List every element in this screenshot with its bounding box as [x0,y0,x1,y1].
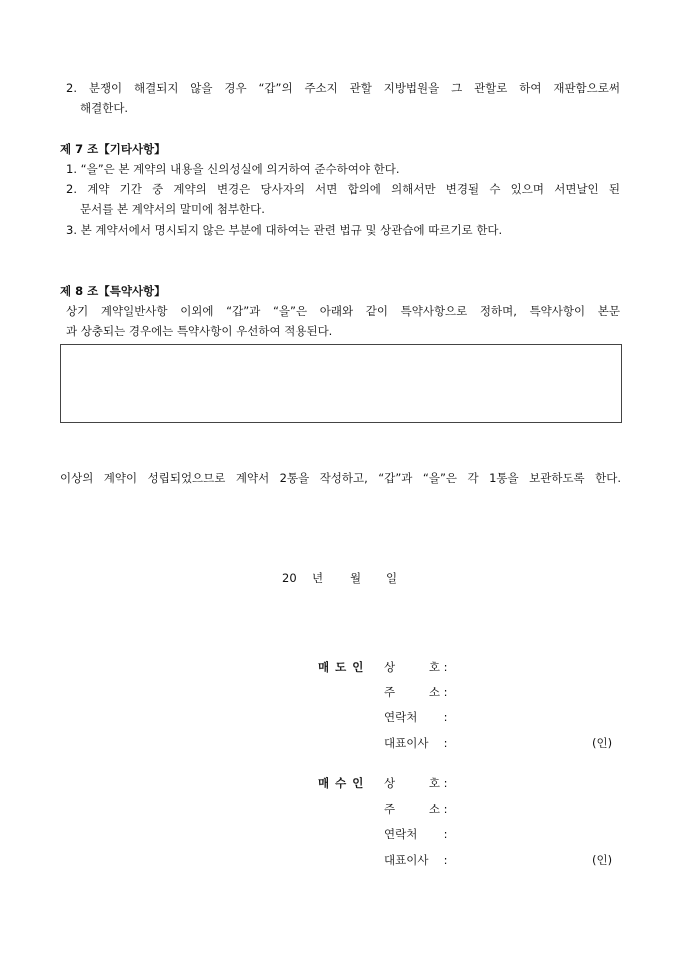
buyer-address-label: 주 소 [384,802,440,816]
special-terms-box[interactable] [60,344,622,423]
date-year: 20 [282,571,297,585]
article-7-item-3: 3. 본 계약서에서 명시되지 않은 부분에 대하여는 관련 법규 및 상관습에 따르기로 한다. [66,223,503,237]
article-6-item-2-line-1: 2. 분쟁이 해결되지 않을 경우 “갑”의 주소지 관할 지방법원을 그 관할로 하여 재판함으로써 [66,81,620,95]
closing-statement: 이상의 계약이 성립되었으므로 계약서 2통을 작성하고, “갑”과 “을”은 각 1통을 보관하도록 한다. [60,471,621,485]
buyer-company-label: 상 호 [384,776,440,790]
seller-seal: (인) [592,736,613,750]
seller-contact-label: 연락처 [384,710,418,724]
article-6-item-2-line-2: 해결한다. [80,101,129,115]
seller-ceo-label: 대표이사 [384,736,429,750]
article-7-heading: 제 7 조【기타사항】 [60,142,166,156]
buyer-ceo-label: 대표이사 [384,853,429,867]
date-year-unit: 년 [312,571,324,585]
article-7-item-1: 1. “을”은 본 계약의 내용을 신의성실에 의거하여 준수하여야 한다. [66,162,400,176]
article-8-heading: 제 8 조【특약사항】 [60,284,166,298]
seller-address-label: 주 소 [384,685,440,699]
article-7-item-2-line-1: 2. 계약 기간 중 계약의 변경은 당사자의 서면 합의에 의해서만 변경될 수 있으며 서면날인 된 [66,182,620,196]
buyer-seal: (인) [592,853,613,867]
buyer-role: 매수인 [318,776,370,790]
article-8-body-line-2: 과 상충되는 경우에는 특약사항이 우선하여 적용된다. [66,324,333,338]
article-8-body-line-1: 상기 계약일반사항 이외에 “갑”과 “을”은 아래와 같이 특약사항으로 정하며, 특약사항이 본문 [66,304,620,318]
article-7-item-2-line-2: 문서를 본 계약서의 말미에 첨부한다. [80,202,265,216]
buyer-contact-label: 연락처 [384,827,418,841]
date-month-unit: 월 [350,571,362,585]
seller-company-label: 상 호 [384,660,440,674]
date-day-unit: 일 [386,571,398,585]
seller-role: 매도인 [318,660,370,674]
